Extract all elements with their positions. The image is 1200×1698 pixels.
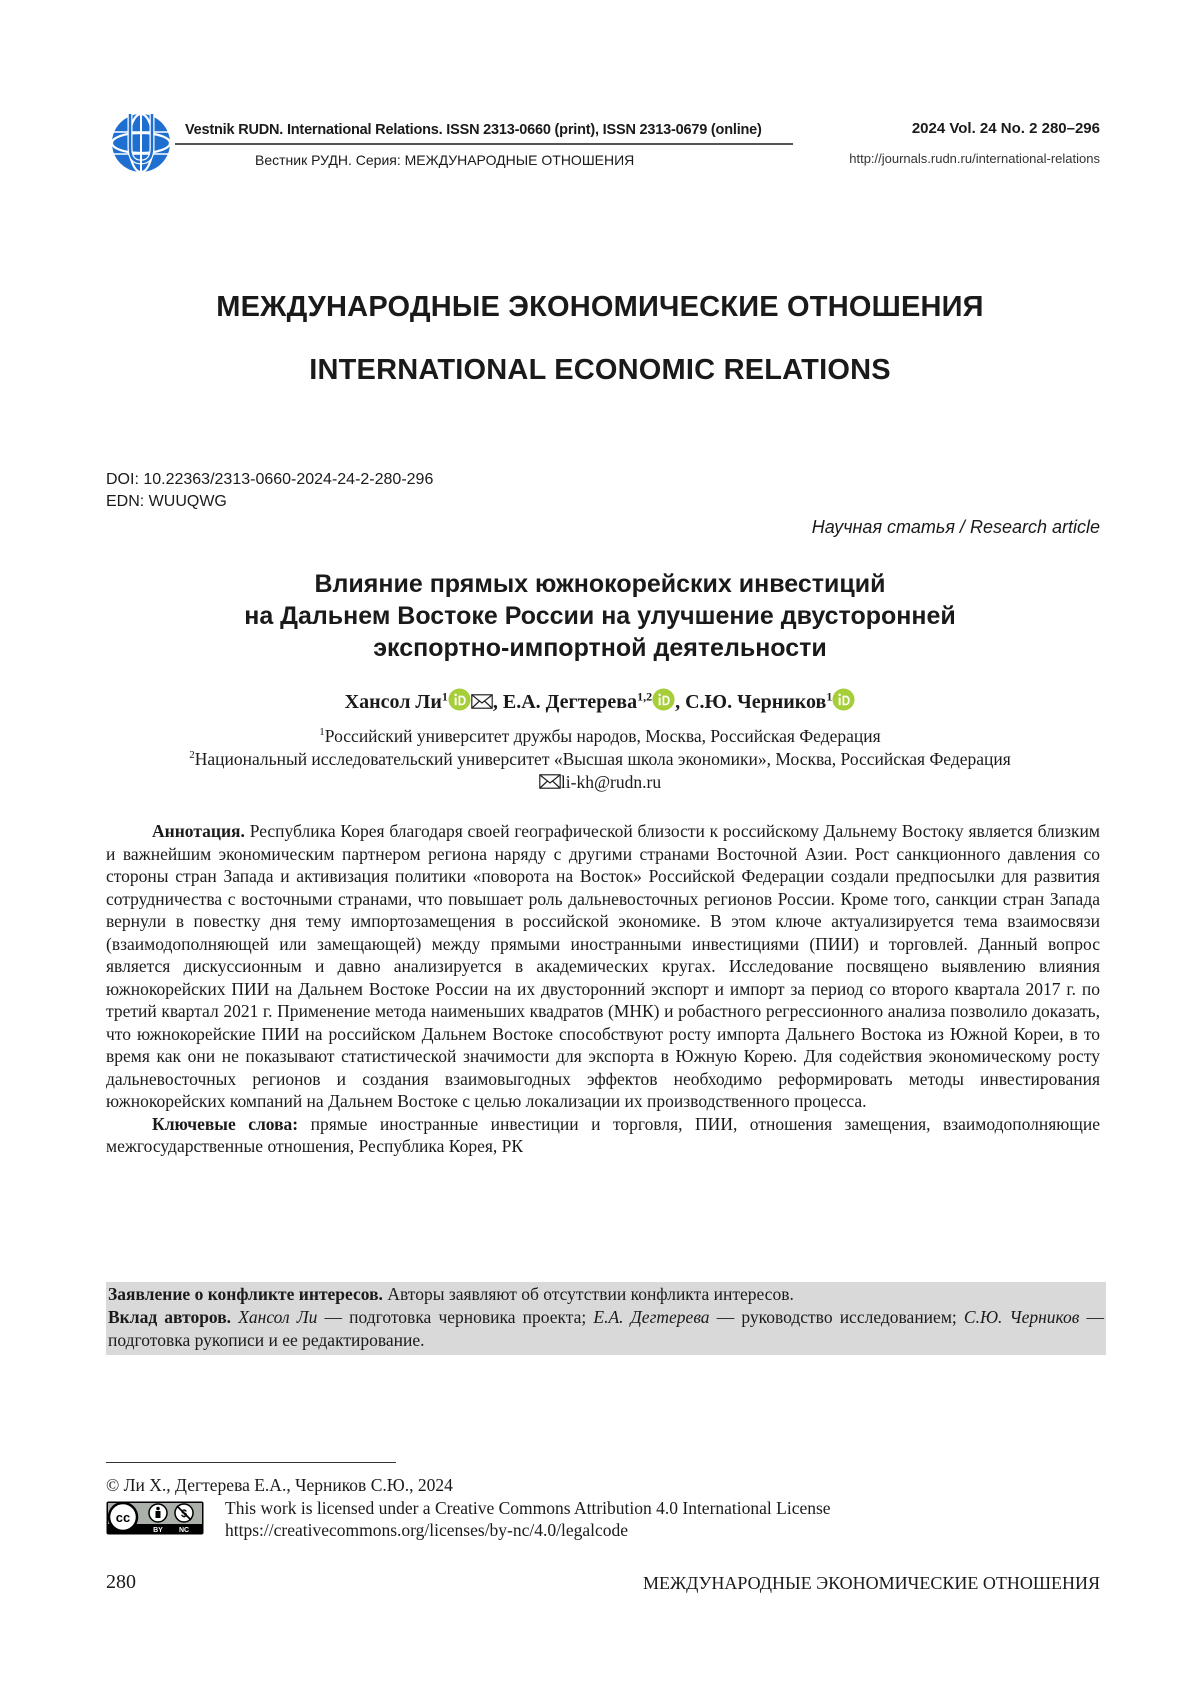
copyright-notice: © Ли Х., Дегтерева Е.А., Черников С.Ю., 2024 (106, 1475, 453, 1496)
issue-info: 2024 Vol. 24 No. 2 280–296 (912, 120, 1100, 137)
cc-by-label: BY (153, 1527, 163, 1534)
journal-title-en: Vestnik RUDN. International Relations. ISSN 2313-0660 (print), ISSN 2313-0679 (online) (185, 122, 762, 138)
keywords-text: прямые иностранные инвестиции и торговля, ПИИ, отношения замещения, взаимодополняющие межгосударственные отношения, Республика Корея, РК (106, 1114, 1100, 1157)
author-separator: , (675, 691, 685, 713)
section-title-ru: МЕЖДУНАРОДНЫЕ ЭКОНОМИЧЕСКИЕ ОТНОШЕНИЯ (0, 291, 1200, 324)
doi-link[interactable]: DOI: 10.22363/2313-0660-2024-24-2-280-296 (106, 471, 433, 489)
author-name: Е.А. Дегтерева (503, 691, 637, 713)
affiliation-2 (0, 749, 1200, 770)
author-affiliation-sup: 1 (442, 689, 448, 703)
journal-title-ru (255, 152, 634, 168)
author-list (0, 688, 1200, 714)
article-title-line: экспортно-импортной деятельности (0, 632, 1200, 664)
mail-icon[interactable] (471, 694, 493, 709)
abstract-label: Аннотация. (152, 821, 245, 841)
affiliation-sup: 1 (319, 726, 325, 738)
keywords-label: Ключевые слова: (152, 1114, 298, 1134)
contrib-role: — подготовка черновика проекта; (317, 1307, 593, 1327)
journal-ru-prefix: Вестник РУДН. Серия: (255, 152, 401, 168)
cc-nc-label: NC (179, 1527, 189, 1534)
footnote-divider (106, 1462, 396, 1463)
author-separator: , (493, 691, 503, 713)
author-name: С.Ю. Черников (685, 691, 826, 713)
abstract-paragraph (106, 820, 1100, 1113)
contrib-role: — руководство исследованием; (710, 1307, 964, 1327)
mail-icon (539, 774, 561, 789)
conflict-text: Авторы заявляют об отсутствии конфликта интересов. (387, 1284, 794, 1304)
contrib-author: Е.А. Дегтерева (593, 1307, 709, 1327)
article-type: Научная статья / Research article (812, 517, 1100, 538)
affiliation-1 (0, 726, 1200, 747)
edn-code: EDN: WUUQWG (106, 493, 227, 511)
rudn-globe-logo-icon (106, 110, 176, 176)
affiliation-text: Национальный исследовательский университет «Высшая школа экономики», Москва, Российская Федерация (195, 749, 1011, 769)
conflict-statement (108, 1283, 1104, 1306)
email-link[interactable]: li-kh@rudn.ru (561, 772, 661, 792)
orcid-icon[interactable] (832, 688, 855, 711)
keywords-paragraph (106, 1113, 1100, 1158)
abstract-text: Республика Корея благодаря своей географической близости к российскому Дальнему Востоку является близким и важнейшим экономическим партнером региона наряду с другими странами Восточной Азии. Рост санкционного давления со стороны стран Запада и активизация политики «поворота на Восток» Российской Федерации создали предпосылки для развития сотрудничества с восточными странами, что повышает роль дальневосточных регионов России. Кроме того, санкции стран Запада вернули в повестку дня тему импортозамещения в российской экономике. В этом ключе актуализируется тема взаимосвязи (взаимодополняющей или замещающей) между прямыми иностранными инвестициями (ПИИ) и торговлей. Данный вопрос является дискуссионным и давно анализируется в академических кругах. Исследование посвящено выявлению влияния южнокорейских ПИИ на Дальнем Востоке России на их двусторонний экспорт и импорт за период со второго квартала 2017 г. по третий квартал 2021 г. Применение метода наименьших квадратов (МНК) и робастного регрессионного анализа позволило доказать, что южнокорейские ПИИ на российском Дальнем Востоке способствуют росту импорта Дальнего Востока из Южной Кореи, в то время как они не показывают статистической значимости для экспорта в Южную Корею. Для содействия экономическому росту дальневосточных регионов и создания взаимовыгодных эффектов необходимо реформировать методы инвестирования южнокорейских компаний на Дальнем Востоке с целью локализации их производственного процесса. (106, 821, 1100, 1111)
contrib-author: С.Ю. Черников (964, 1307, 1080, 1327)
article-title (0, 568, 1200, 664)
section-title-en: INTERNATIONAL ECONOMIC RELATIONS (0, 354, 1200, 387)
contrib-label: Вклад авторов. (108, 1307, 231, 1327)
running-head: МЕЖДУНАРОДНЫЕ ЭКОНОМИЧЕСКИЕ ОТНОШЕНИЯ (643, 1573, 1100, 1594)
header-divider (175, 143, 793, 145)
journal-ru-series: МЕЖДУНАРОДНЫЕ ОТНОШЕНИЯ (405, 152, 635, 168)
author-affiliation-sup: 1,2 (637, 689, 652, 703)
contrib-role: — подготовка рукописи и ее редактирование. (108, 1307, 1104, 1350)
license-url-link[interactable]: https://creativecommons.org/licenses/by-nc/4.0/legalcode (225, 1520, 628, 1541)
affiliation-text: Российский университет дружбы народов, Москва, Российская Федерация (325, 726, 881, 746)
page-number: 280 (106, 1571, 136, 1594)
license-text: This work is licensed under a Creative Commons Attribution 4.0 International License (225, 1498, 831, 1519)
article-title-line: Влияние прямых южнокорейских инвестиций (0, 568, 1200, 600)
statement-box (106, 1282, 1106, 1355)
orcid-icon[interactable] (652, 688, 675, 711)
contrib-author: Хансол Ли (238, 1307, 317, 1327)
author-affiliation-sup: 1 (826, 689, 832, 703)
svg-text:cc: cc (116, 1510, 130, 1525)
corresponding-email (0, 772, 1200, 793)
article-title-line: на Дальнем Востоке России на улучшение двусторонней (0, 600, 1200, 632)
journal-url-link[interactable]: http://journals.rudn.ru/international-relations (849, 151, 1100, 166)
author-contributions (108, 1306, 1104, 1352)
cc-by-nc-badge-icon[interactable] (106, 1501, 204, 1535)
author-name: Хансол Ли (345, 691, 442, 713)
affiliation-sup: 2 (189, 749, 195, 761)
abstract-block (106, 820, 1100, 1158)
conflict-label: Заявление о конфликте интересов. (108, 1284, 383, 1304)
orcid-icon[interactable] (448, 688, 471, 711)
